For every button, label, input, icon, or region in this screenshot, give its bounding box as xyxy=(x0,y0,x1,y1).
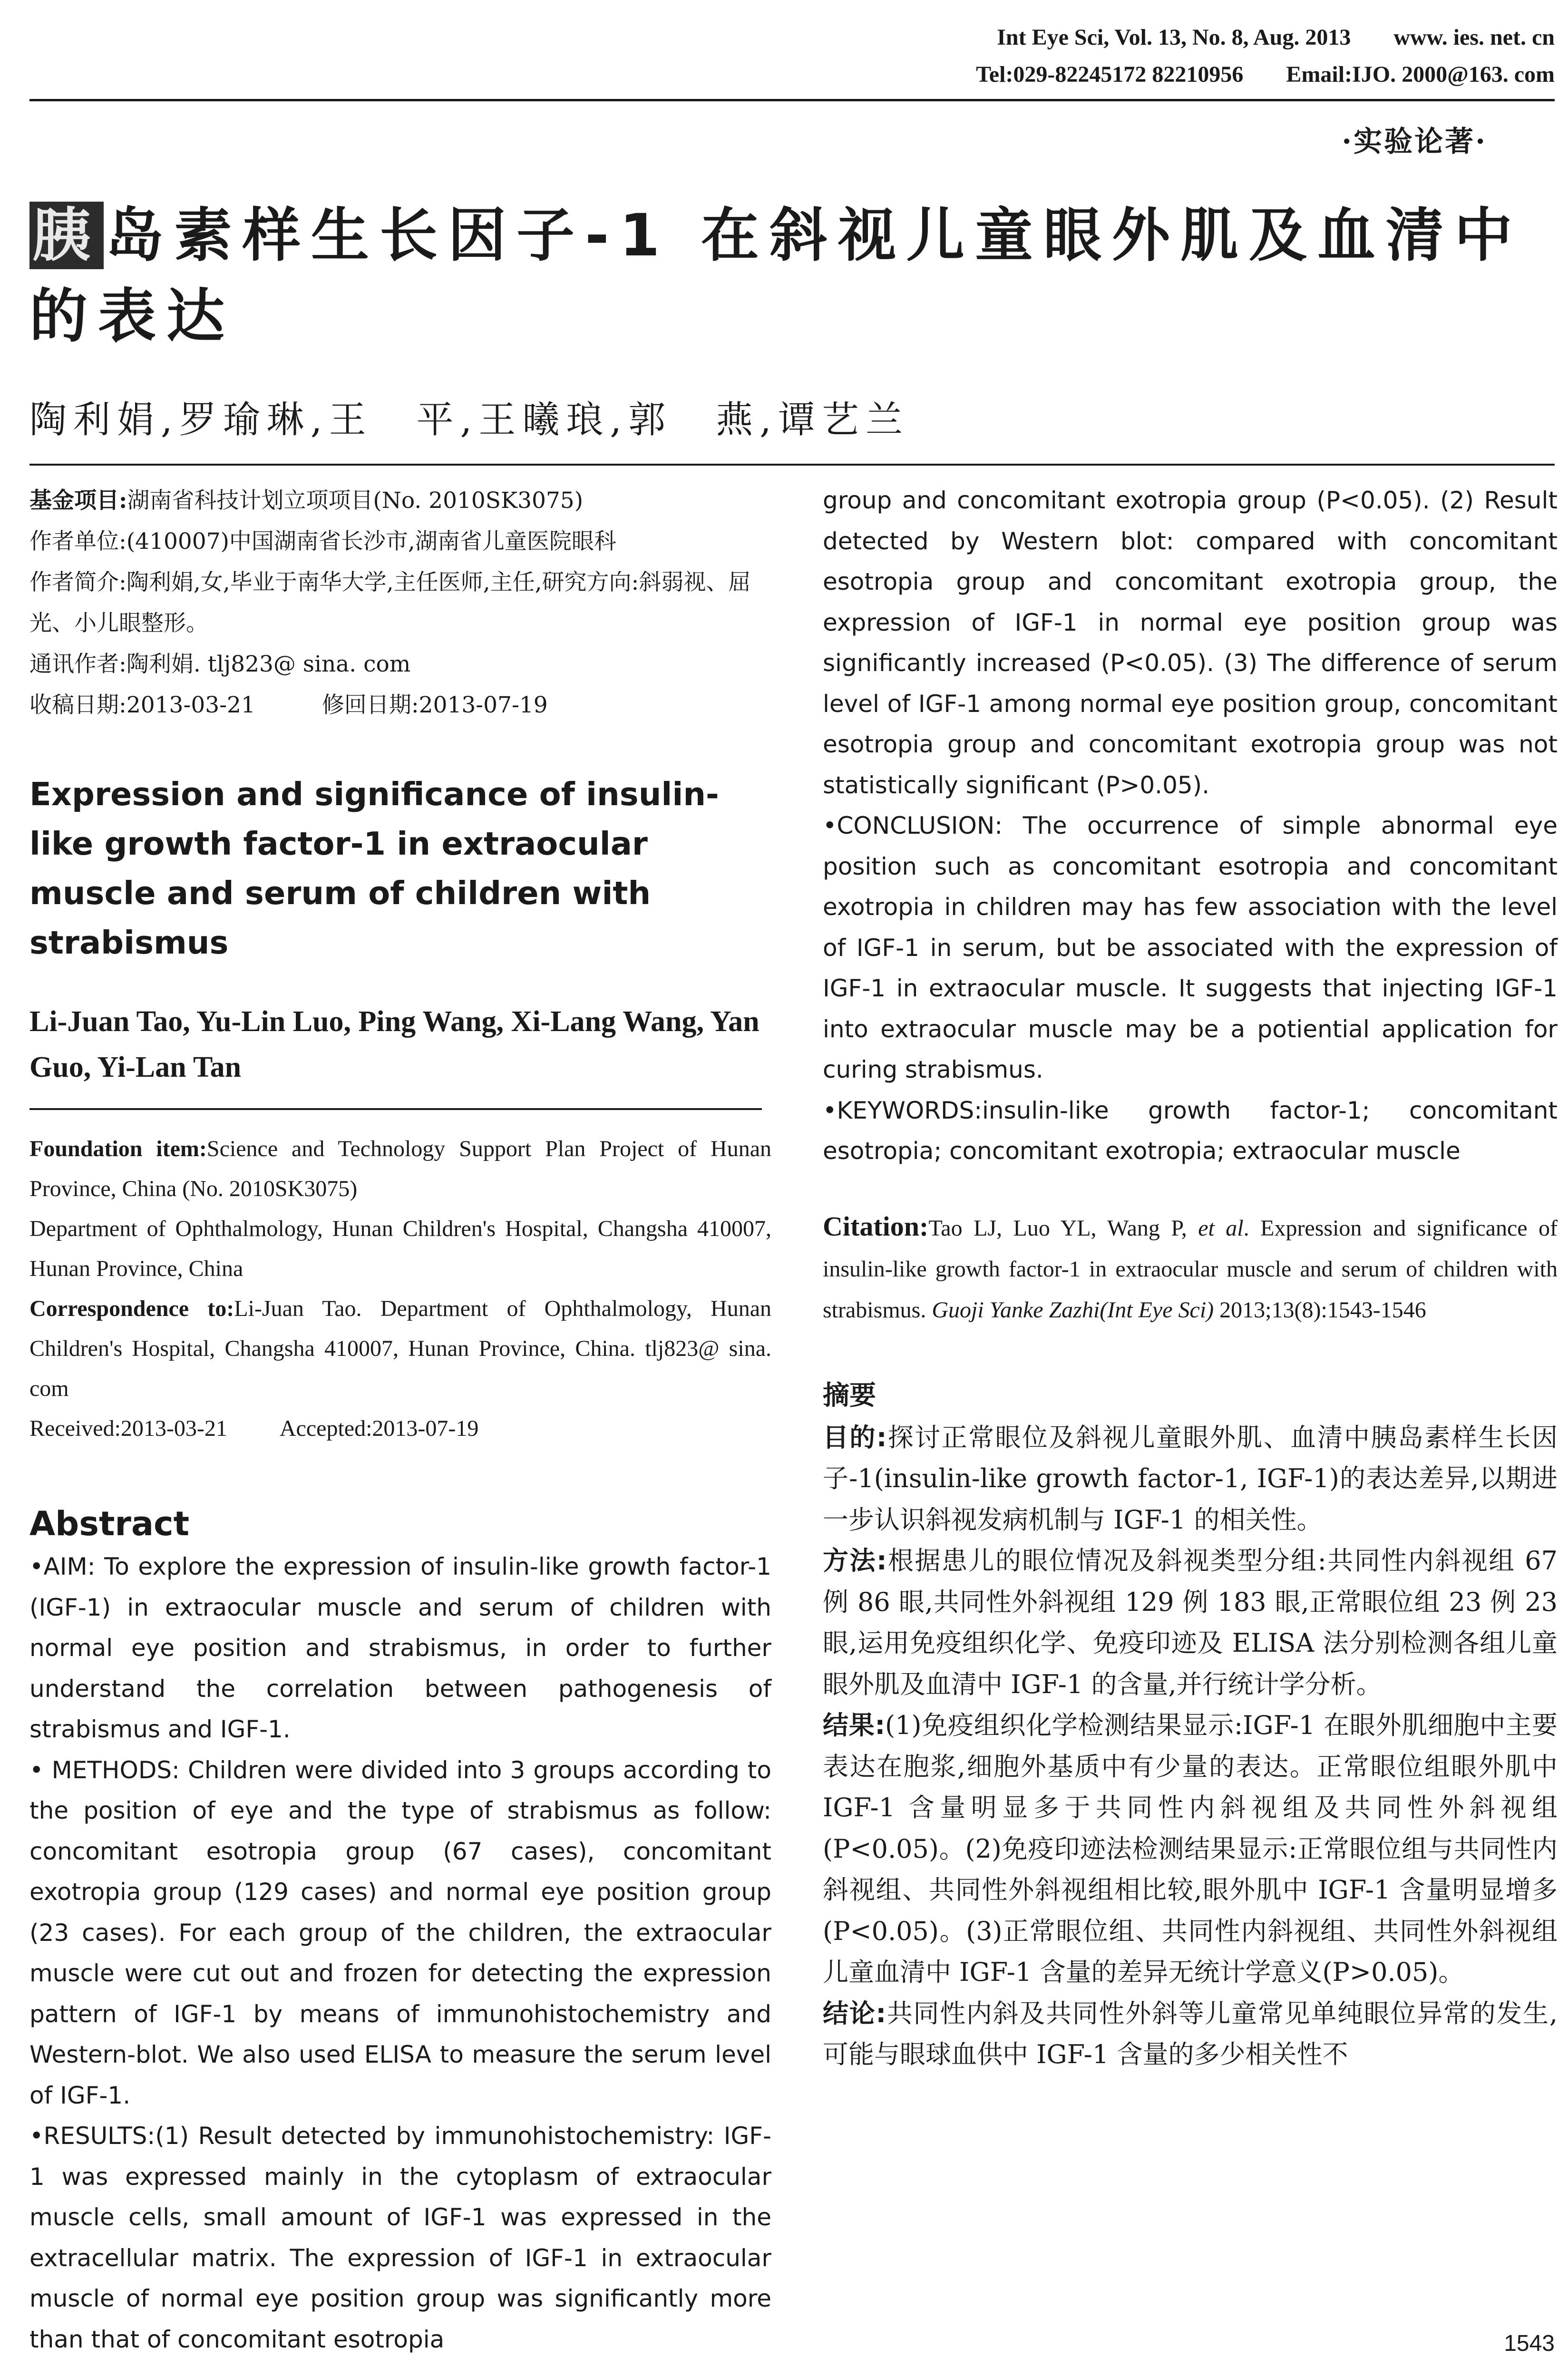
abstract-heading: Abstract xyxy=(29,1504,190,1543)
running-header-line-2 xyxy=(976,56,1555,93)
abstract-results-part-1: •RESULTS:(1) Result detected by immunohistochemistry: IGF-1 was expressed mainly in the cytoplasm of extraocular muscle cells, small amount of IGF-1 was expressed in the extracellular matrix. The expression of IGF-1 in extraocular muscle of normal eye position group was significantly more than that of concomitant esotropia xyxy=(29,2122,771,2353)
department: Department of Ophthalmology, Hunan Children's Hospital, Changsha 410007, Hunan Province, China xyxy=(29,1216,771,1281)
abstract-results-part-2: group and concomitant exotropia group (P<0.05). (2) Result detected by Western blot: compared with concomitant esotropia group and concomitant exotropia group, the expression of IGF-1 in normal eye position group was significantly increased (P<0.05). (3) The difference of serum level of IGF-1 among normal eye position group, concomitant esotropia group and concomitant exotropia group was not statistically significant (P>0.05). xyxy=(823,487,1558,799)
journal-email: Email:IJO. 2000@163. com xyxy=(1286,62,1555,87)
chinese-abstract-conclusion xyxy=(823,1993,1558,2075)
metadata-english xyxy=(29,1129,771,1449)
header-rule xyxy=(29,99,1555,101)
correspondence-line-cn xyxy=(29,644,771,685)
title-rest: 岛素样生长因子-1 在斜视儿童眼外肌及血清中的表达 xyxy=(29,202,1523,350)
chinese-abstract-results xyxy=(823,1705,1558,1993)
dates-line-en xyxy=(29,1409,771,1449)
foundation-label: Foundation item: xyxy=(29,1136,207,1161)
received-label-cn: 收稿日期: xyxy=(29,692,127,718)
revised-date-cn: 2013-07-19 xyxy=(419,692,548,718)
abstract-keywords: •KEYWORDS:insulin-like growth factor-1; concomitant esotropia; concomitant exotropia; extraocular muscle xyxy=(823,1096,1558,1165)
corr-text-cn: 陶利娟. tlj823@ sina. com xyxy=(126,651,411,677)
unit-text: (410007)中国湖南省长沙市,湖南省儿童医院眼科 xyxy=(126,528,616,555)
fund-line xyxy=(29,480,771,521)
bio-label: 作者简介: xyxy=(29,569,127,595)
fund-label: 基金项目: xyxy=(29,487,127,514)
title-rule xyxy=(29,464,1555,466)
running-header-line-1 xyxy=(976,19,1555,56)
cn-methods-text: 根据患儿的眼位情况及斜视类型分组:共同性内斜视组 67 例 86 眼,共同性外斜视组 129 例 183 眼,正常眼位组 23 例 23 眼,运用免疫组织化学、免疫印迹及 ELISA 法分别检测各组儿童眼外肌及血清中 IGF-1 的含量,并行统计学分析。 xyxy=(823,1546,1558,1699)
abstract-methods: • METHODS: Children were divided into 3 groups according to the position of eye and the type of strabismus as follow: concomitant esotropia group (67 cases), concomitant exotropia group (129 cases) and normal eye position group (23 cases). For each group of the children, the extraocular muscle were cut out and frozen for detecting the expression pattern of IGF-1 by means of immunohistochemistry and Western-blot. We also used ELISA to measure the serum level of IGF-1. xyxy=(29,1756,771,2109)
cn-conclusion-text: 共同性内斜及共同性外斜等儿童常见单纯眼位异常的发生,可能与眼球血供中 IGF-1 含量的多少相关性不 xyxy=(823,1998,1558,2069)
cn-results-text: (1)免疫组织化学检测结果显示:IGF-1 在眼外肌细胞中主要表达在胞浆,细胞外基质中有少量的表达。正常眼位组眼外肌中 IGF-1 含量明显多于共同性内斜视组及共同性外斜视组(P<0.05)。(2)免疫印迹法检测结果显示:正常眼位组与共同性内斜视组、共同性外斜视组相比较,眼外肌中 IGF-1 含量明显增多(P<0.05)。(3)正常眼位组、共同性内斜视组、共同性外斜视组儿童血清中 IGF-1 含量的差异无统计学意义(P>0.05)。 xyxy=(823,1710,1558,1987)
received-en: Received:2013-03-21 xyxy=(29,1416,227,1441)
cn-aim-label: 目的: xyxy=(823,1422,887,1452)
foundation-text: Science and Technology Support Plan Project of Hunan Province, China (No. 2010SK3075) xyxy=(29,1136,771,1201)
citation-journal: Guoji Yanke Zazhi(Int Eye Sci) xyxy=(932,1297,1214,1323)
citation-label: Citation: xyxy=(823,1210,929,1242)
metadata-chinese xyxy=(29,480,771,726)
accepted-en: Accepted:2013-07-19 xyxy=(279,1416,479,1441)
english-title: Expression and significance of insulin-like growth factor-1 in extraocular muscle and serum of children with strabismus xyxy=(29,776,719,961)
chinese-abstract-aim xyxy=(823,1417,1558,1541)
correspondence-en xyxy=(29,1289,771,1409)
bio-text: 陶利娟,女,毕业于南华大学,主任医师,主任,研究方向:斜弱视、屈光、小儿眼整形。 xyxy=(29,569,751,636)
correspondence-text: Li-Juan Tao. Department of Ophthalmology, Hunan Children's Hospital, Changsha 410007, Hunan Province, China. tlj823@ sina. com xyxy=(29,1296,772,1401)
unit-line xyxy=(29,521,771,562)
citation xyxy=(823,1206,1558,1331)
english-authors: Li-Juan Tao, Yu-Lin Luo, Ping Wang, Xi-Lang Wang, Yan Guo, Yi-Lan Tan xyxy=(29,1005,760,1083)
citation-authors: Tao LJ, Luo YL, Wang P, xyxy=(928,1215,1187,1241)
article-title xyxy=(29,195,1561,357)
citation-et-al: et al xyxy=(1198,1215,1244,1241)
unit-label: 作者单位: xyxy=(29,528,127,555)
dates-line-cn xyxy=(29,685,771,726)
page-number: 1543 xyxy=(1504,2331,1555,2356)
right-column xyxy=(823,480,1558,2075)
journal-website: www. ies. net. cn xyxy=(1393,25,1555,50)
journal-issue: Int Eye Sci, Vol. 13, No. 8, Aug. 2013 xyxy=(997,25,1351,50)
cn-aim-text: 探讨正常眼位及斜视儿童眼外肌、血清中胰岛素样生长因子-1(insulin-like growth factor-1, IGF-1)的表达差异,以期进一步认识斜视发病机制与 IGF-1 的相关性。 xyxy=(823,1422,1558,1535)
fund-text: 湖南省科技计划立项项目(No. 2010SK3075) xyxy=(127,487,584,514)
received-date-cn: 2013-03-21 xyxy=(126,692,255,718)
title-dropcap: 胰 xyxy=(29,202,104,269)
left-column xyxy=(29,480,771,2360)
cn-methods-label: 方法: xyxy=(823,1546,887,1576)
citation-volume: 2013;13(8):1543-1546 xyxy=(1219,1297,1426,1323)
chinese-abstract-heading: 摘要 xyxy=(823,1380,876,1411)
correspondence-label: Correspondence to: xyxy=(29,1296,234,1321)
journal-tel: Tel:029-82245172 82210956 xyxy=(976,62,1244,87)
bio-line xyxy=(29,562,771,644)
authors-rule xyxy=(29,1108,762,1110)
corr-label-cn: 通讯作者: xyxy=(29,651,127,677)
authors-chinese: 陶利娟,罗瑜琳,王 平,王曦琅,郭 燕,谭艺兰 xyxy=(29,399,909,441)
foundation-item xyxy=(29,1129,771,1209)
citation-title: . Expression and significance of insulin-like growth factor-1 in extraocular muscle and serum of children with strabismus. xyxy=(823,1215,1558,1323)
revised-label-cn: 修回日期: xyxy=(321,692,419,718)
chinese-abstract-methods xyxy=(823,1540,1558,1705)
abstract-aim: •AIM: To explore the expression of insulin-like growth factor-1 (IGF-1) in extraocular muscle and serum of children with normal eye position and strabismus, in order to further understand the correlation between pathogenesis of strabismus and IGF-1. xyxy=(29,1553,771,1743)
abstract-conclusion: •CONCLUSION: The occurrence of simple abnormal eye position such as concomitant esotropia and concomitant exotropia in children may has few association with the level of IGF-1 in serum, but be associated with the expression of IGF-1 in extraocular muscle. It suggests that injecting IGF-1 into extraocular muscle may be a potiential application for curing strabismus. xyxy=(823,812,1558,1083)
running-header xyxy=(976,19,1555,93)
cn-conclusion-label: 结论: xyxy=(823,1998,886,2028)
cn-results-label: 结果: xyxy=(823,1710,886,1740)
section-tag: ·实验论著· xyxy=(1342,125,1487,158)
